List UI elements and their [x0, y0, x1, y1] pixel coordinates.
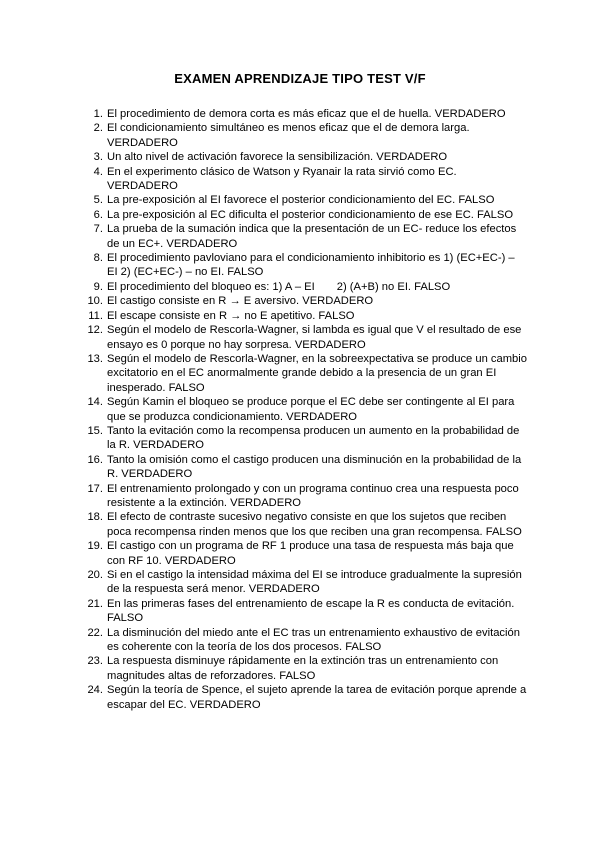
item-text: El escape consiste en R → no E apetitivo. FALSO — [107, 309, 355, 322]
list-item — [87, 510, 527, 539]
item-text: El entrenamiento prolongado y con un programa continuo crea una respuesta poco resistente a la extinción. VERDADERO — [107, 482, 519, 509]
item-text: El procedimiento pavloviano para el condicionamiento inhibitorio es 1) (EC+EC-) – EI 2) (EC+EC-) – no EI. FALSO — [107, 252, 515, 279]
item-text: La prueba de la sumación indica que la presentación de un EC- reduce los efectos de un EC+. VERDADERO — [107, 223, 517, 250]
item-number: 21. — [87, 597, 103, 610]
list-item — [87, 294, 527, 308]
list-item — [87, 323, 527, 352]
item-text: La respuesta disminuye rápidamente en la extinción tras un entrenamiento con magnitudes altas de reforzadores. FALSO — [107, 655, 499, 682]
item-text: El condicionamiento simultáneo es menos eficaz que el de demora larga. VERDADERO — [107, 122, 470, 149]
item-text: Según el modelo de Rescorla-Wagner, en la sobreexpectativa se produce un cambio excitatorio en el EC anormalmente grande debido a la presencia de un gran EI inesperado. FALSO — [107, 352, 527, 394]
item-number: 12. — [87, 324, 103, 337]
item-number: 13. — [87, 352, 103, 365]
list-item — [87, 424, 527, 453]
item-number: 5. — [93, 194, 103, 207]
list-item — [87, 683, 527, 712]
item-text: Un alto nivel de activación favorece la sensibilización. VERDADERO — [107, 151, 448, 164]
item-number: 8. — [93, 252, 103, 265]
item-number: 11. — [88, 309, 103, 322]
question-list — [87, 107, 527, 712]
item-text: Si en el castigo la intensidad máxima del EI se introduce gradualmente la supresión de la respuesta será menor. VERDADERO — [107, 569, 522, 596]
item-text: El castigo consiste en R → E aversivo. VERDADERO — [107, 295, 374, 308]
list-item — [93, 280, 527, 294]
item-text: Según la teoría de Spence, el sujeto aprende la tarea de evitación porque aprende a escapar del EC. VERDADERO — [107, 684, 527, 711]
list-item — [93, 150, 527, 164]
list-item — [87, 626, 527, 655]
item-text: El efecto de contraste sucesivo negativo consiste en que los sujetos que reciben poca recompensa rinden menos que los que reciben una gran recompensa. FALSO — [107, 511, 522, 538]
list-item — [87, 539, 527, 568]
page-title: EXAMEN APRENDIZAJE TIPO TEST V/F — [174, 71, 426, 86]
list-item — [87, 453, 527, 482]
item-text-part-2: 2) (A+B) no EI. FALSO — [336, 280, 451, 293]
list-item — [87, 482, 527, 511]
item-text: En las primeras fases del entrenamiento de escape la R es conducta de evitación. FALSO — [107, 597, 515, 625]
list-item — [87, 352, 527, 395]
item-text: El castigo con un programa de RF 1 produce una tasa de respuesta más baja que con RF 10. VERDADERO — [107, 540, 514, 567]
item-number: 16. — [87, 453, 103, 466]
item-text: La pre-exposición al EC dificulta el posterior condicionamiento de ese EC. FALSO — [107, 208, 514, 221]
item-number: 15. — [87, 424, 103, 437]
item-number: 18. — [87, 511, 103, 524]
list-item — [93, 193, 527, 207]
item-number: 14. — [87, 396, 103, 409]
item-text: Tanto la omisión como el castigo producen una disminución en la probabilidad de la R. VERDADERO — [107, 453, 522, 481]
list-item — [93, 165, 527, 194]
item-number: 20. — [87, 569, 103, 581]
list-item — [87, 568, 527, 597]
list-item — [87, 597, 527, 626]
item-text-part-1: El procedimiento del bloqueo es: 1) A – EI — [107, 280, 315, 293]
item-number: 10. — [87, 295, 103, 308]
item-number: 4. — [93, 165, 103, 178]
item-number: 6. — [93, 208, 103, 221]
item-number: 1. — [93, 108, 103, 120]
item-text: En el experimento clásico de Watson y Ryanair la rata sirvió como EC. VERDADERO — [107, 165, 457, 193]
item-text: Tanto la evitación como la recompensa producen un aumento en la probabilidad de la R. VERDADERO — [107, 424, 520, 452]
item-text: Según Kamin el bloqueo se produce porque el EC debe ser contingente al EI para que se produzca condicionamiento. VERDADERO — [107, 396, 515, 423]
item-number: 19. — [87, 540, 103, 553]
list-item — [93, 107, 527, 121]
item-text: La disminución del miedo ante el EC tras un entrenamiento exhaustivo de evitación es coherente con la teoría de los dos procesos. FALSO — [107, 626, 520, 654]
list-item — [88, 309, 527, 323]
item-text: El procedimiento de demora corta es más eficaz que el de huella. VERDADERO — [107, 108, 506, 120]
list-item — [93, 222, 527, 251]
item-text: La pre-exposición al EI favorece el posterior condicionamiento del EC. FALSO — [107, 194, 495, 207]
list-item — [93, 251, 527, 280]
item-number: 7. — [93, 223, 103, 236]
list-item — [93, 208, 527, 222]
item-number: 9. — [93, 280, 103, 293]
list-item — [87, 654, 527, 683]
list-item — [93, 121, 527, 150]
item-text: Según el modelo de Rescorla-Wagner, si lambda es igual que V el resultado de ese ensayo es 0 porque no hay sorpresa. VERDADERO — [107, 324, 522, 351]
item-number: 2. — [93, 122, 103, 135]
item-number: 17. — [87, 482, 103, 495]
item-number: 22. — [87, 626, 103, 639]
item-number: 23. — [87, 655, 103, 668]
item-number: 3. — [93, 151, 103, 164]
item-number: 24. — [87, 684, 103, 697]
list-item — [87, 395, 527, 424]
